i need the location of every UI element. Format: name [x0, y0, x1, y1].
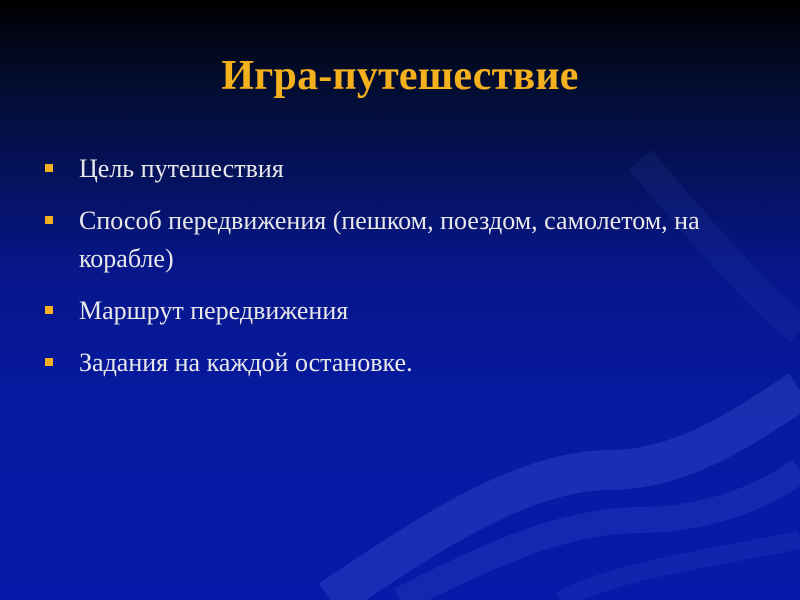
square-bullet-icon	[45, 306, 53, 314]
square-bullet-icon	[45, 358, 53, 366]
bullet-text: Задания на каждой остановке.	[79, 348, 413, 377]
bullet-text: Цель путешествия	[79, 154, 284, 183]
list-item	[42, 150, 742, 188]
list-item	[42, 292, 742, 330]
bullet-list	[42, 150, 742, 396]
bullet-text: Способ передвижения (пешком, поездом, самолетом, на корабле)	[79, 206, 700, 273]
square-bullet-icon	[45, 164, 53, 172]
list-item	[42, 202, 742, 278]
list-item	[42, 344, 742, 382]
slide-title: Игра-путешествие	[221, 53, 579, 99]
bullet-text: Маршрут передвижения	[79, 296, 349, 325]
square-bullet-icon	[45, 216, 53, 224]
